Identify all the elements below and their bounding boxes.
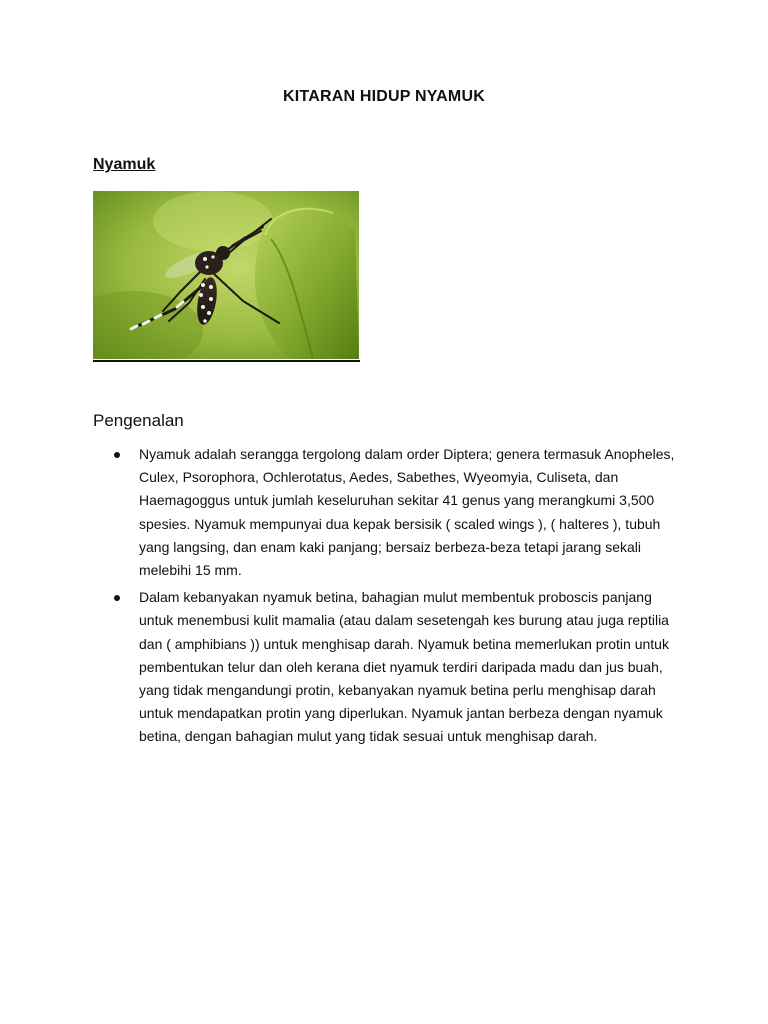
list-item [93, 443, 693, 582]
photo-underline-divider [93, 360, 360, 362]
list-item-text: Dalam kebanyakan nyamuk betina, bahagian mulut membentuk proboscis panjang untuk menembusi kulit mamalia (atau dalam sesetengah kes burung atau juga reptilia dan ( amphibians )) untuk menghisap darah. Nyamuk betina memerlukan protin untuk pembentukan telur dan oleh kerana diet nyamuk terdiri daripada madu dan jus buah, yang tidak mengandungi protin, kebanyakan nyamuk betina perlu menghisap darah untuk mendapatkan protin yang diperlukan. Nyamuk jantan berbeza dengan nyamuk betina, dengan bahagian mulut yang tidak sesuai untuk menghisap darah. [139, 589, 669, 745]
document-title: KITARAN HIDUP NYAMUK [283, 88, 485, 105]
mosquito-photo [93, 191, 359, 359]
bullet-icon [114, 452, 120, 458]
list-item-text: Nyamuk adalah serangga tergolong dalam order Diptera; genera termasuk Anopheles, Culex, Psorophora, Ochlerotatus, Aedes, Sabethes, Wyeomyia, Culiseta, dan Haemagoggus untuk jumlah keseluruhan sekitar 41 genus yang merangkumi 3,500 spesies. Nyamuk mempunyai dua kepak bersisik ( scaled wings ), ( halteres ), tubuh yang langsing, dan enam kaki panjang; bersaiz berbeza-beza tetapi jarang sekali melebihi 15 mm. [139, 446, 675, 579]
subsection-heading: Pengenalan [93, 411, 184, 430]
bullet-list [93, 443, 693, 753]
bullet-icon [114, 595, 120, 601]
list-item [93, 586, 693, 748]
section-heading: Nyamuk [93, 156, 156, 173]
